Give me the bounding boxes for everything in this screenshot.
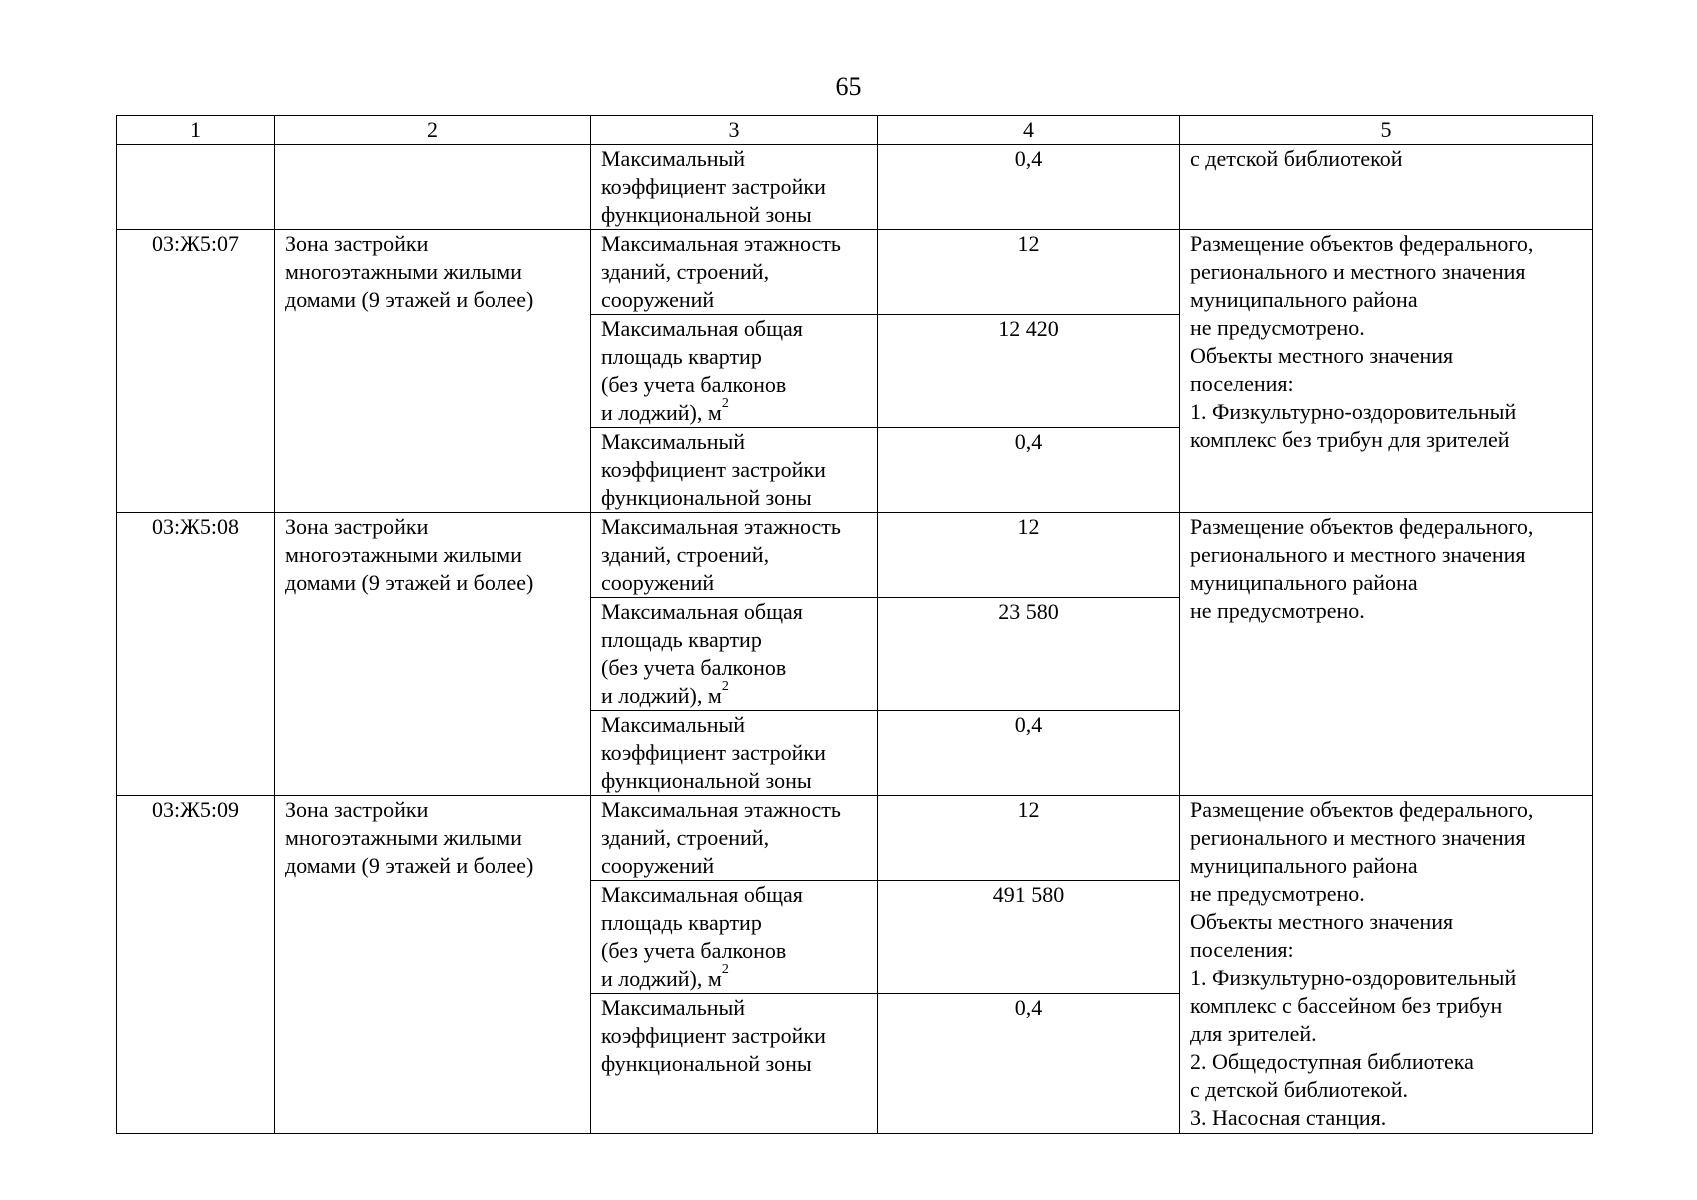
zone-name-line: многоэтажными жилыми <box>285 259 522 284</box>
parameter-name-line: зданий, строений, <box>601 542 770 567</box>
parameter-name-line: Максимальная этажность <box>601 231 841 256</box>
header-cell: 4 <box>878 116 1180 145</box>
note-line: для зрителей. <box>1190 1021 1317 1046</box>
parameter-name-line: Максимальная общая <box>601 599 803 624</box>
note-line: регионального и местного значения <box>1190 259 1526 284</box>
header-cell: 1 <box>117 116 275 145</box>
parameter-name-line: сооружений <box>601 287 715 312</box>
zone-note-cell <box>1180 230 1593 513</box>
zone-name-line: Зона застройки <box>285 514 429 539</box>
zone-row <box>117 796 1593 881</box>
zone-name-cell <box>275 230 591 513</box>
note-line: муниципального района <box>1190 287 1418 312</box>
parameter-name-cell <box>591 881 878 994</box>
zone-name-line: Зона застройки <box>285 797 429 822</box>
zone-name-line: Зона застройки <box>285 231 429 256</box>
zone-name-line: многоэтажными жилыми <box>285 542 522 567</box>
note-line: комплекс без трибун для зрителей <box>1190 427 1510 452</box>
note-line: 1. Физкультурно-оздоровительный <box>1190 399 1517 424</box>
zone-row <box>117 513 1593 598</box>
parameter-name-line: функциональной зоны <box>601 768 812 793</box>
parameter-name-cell <box>591 230 878 315</box>
parameter-name-line: Максимальный <box>601 712 746 737</box>
note-line: комплекс с бассейном без трибун <box>1190 993 1503 1018</box>
parameter-name-cell <box>591 315 878 428</box>
note-line: 2. Общедоступная библиотека <box>1190 1049 1474 1074</box>
parameter-name-line: функциональной зоны <box>601 485 812 510</box>
parameter-value-cell: 0,4 <box>878 711 1180 796</box>
zone-code-cell: 03:Ж5:07 <box>117 230 275 513</box>
zone-name-cell <box>275 796 591 1134</box>
note-line: поселения: <box>1190 371 1294 396</box>
parameter-name-line: коэффициент застройки <box>601 1023 826 1048</box>
parameter-name-line: и лоджий), м <box>601 966 722 991</box>
note-line: не предусмотрено. <box>1190 598 1365 623</box>
zone-code-cell: 03:Ж5:09 <box>117 796 275 1134</box>
parameter-value-cell: 0,4 <box>878 428 1180 513</box>
parameter-name-line: Максимальная общая <box>601 316 803 341</box>
note-line: муниципального района <box>1190 570 1418 595</box>
zone-name-line: домами (9 этажей и более) <box>285 287 534 312</box>
zone-code-cell <box>117 145 275 230</box>
parameter-name-line <box>601 396 867 427</box>
parameter-name-line: коэффициент застройки <box>601 740 826 765</box>
note-line: Размещение объектов федерального, <box>1190 514 1534 539</box>
parameter-name-line: зданий, строений, <box>601 825 770 850</box>
parameter-name-line: функциональной зоны <box>601 202 812 227</box>
parameter-value-cell: 12 <box>878 796 1180 881</box>
parameter-value-cell: 12 420 <box>878 315 1180 428</box>
zone-note-cell <box>1180 513 1593 796</box>
note-line: Объекты местного значения <box>1190 909 1454 934</box>
parameter-value-cell: 12 <box>878 513 1180 598</box>
parameter-name-line <box>601 962 867 993</box>
header-cell: 5 <box>1180 116 1593 145</box>
zone-name-line: домами (9 этажей и более) <box>285 853 534 878</box>
parameter-name-cell <box>591 598 878 711</box>
parameter-name-cell <box>591 428 878 513</box>
parameter-name-line: площадь квартир <box>601 910 762 935</box>
parameter-name-line: площадь квартир <box>601 344 762 369</box>
zone-note-cell <box>1180 145 1593 230</box>
note-line: не предусмотрено. <box>1190 315 1365 340</box>
note-line: не предусмотрено. <box>1190 881 1365 906</box>
zone-name-line: многоэтажными жилыми <box>285 825 522 850</box>
parameter-name-line: и лоджий), м <box>601 683 722 708</box>
parameter-name-line: Максимальный <box>601 995 746 1020</box>
unit-superscript: 2 <box>721 679 729 694</box>
note-line: 1. Физкультурно-оздоровительный <box>1190 965 1517 990</box>
parameter-name-line: зданий, строений, <box>601 259 770 284</box>
parameter-value-cell: 491 580 <box>878 881 1180 994</box>
parameter-value-cell: 0,4 <box>878 994 1180 1134</box>
parameter-name-line <box>601 679 867 710</box>
note-line: Размещение объектов федерального, <box>1190 231 1534 256</box>
parameter-name-line: Максимальный <box>601 146 746 171</box>
header-cell: 2 <box>275 116 591 145</box>
unit-superscript: 2 <box>721 396 729 411</box>
zone-name-cell <box>275 145 591 230</box>
note-line: муниципального района <box>1190 853 1418 878</box>
zone-code-cell: 03:Ж5:08 <box>117 513 275 796</box>
parameter-name-line: площадь квартир <box>601 627 762 652</box>
parameter-name-line: коэффициент застройки <box>601 174 826 199</box>
parameter-name-cell <box>591 994 878 1134</box>
parameter-value-cell: 12 <box>878 230 1180 315</box>
note-line: регионального и местного значения <box>1190 825 1526 850</box>
parameter-name-line: коэффициент застройки <box>601 457 826 482</box>
zone-name-cell <box>275 513 591 796</box>
note-line: Размещение объектов федерального, <box>1190 797 1534 822</box>
note-line: регионального и местного значения <box>1190 542 1526 567</box>
parameter-name-cell <box>591 513 878 598</box>
parameter-name-line: Максимальная общая <box>601 882 803 907</box>
zones-table <box>116 115 1593 1134</box>
parameter-name-line: (без учета балконов <box>601 655 787 680</box>
unit-superscript: 2 <box>721 962 729 977</box>
note-line: Объекты местного значения <box>1190 343 1454 368</box>
zone-row <box>117 230 1593 315</box>
parameter-name-line: и лоджий), м <box>601 400 722 425</box>
note-line: с детской библиотекой <box>1190 146 1403 171</box>
page-number: 65 <box>835 72 862 101</box>
parameter-name-line: Максимальный <box>601 429 746 454</box>
continuation-row <box>117 145 1593 230</box>
parameter-name-cell <box>591 145 878 230</box>
zone-name-line: домами (9 этажей и более) <box>285 570 534 595</box>
note-line: 3. Насосная станция. <box>1190 1105 1387 1130</box>
note-line: поселения: <box>1190 937 1294 962</box>
parameter-name-cell <box>591 796 878 881</box>
zone-note-cell <box>1180 796 1593 1134</box>
parameter-name-line: Максимальная этажность <box>601 514 841 539</box>
header-cell: 3 <box>591 116 878 145</box>
parameter-value-cell: 23 580 <box>878 598 1180 711</box>
parameter-name-line: (без учета балконов <box>601 938 787 963</box>
header-row <box>117 116 1593 145</box>
parameter-name-line: Максимальная этажность <box>601 797 841 822</box>
note-line: с детской библиотекой. <box>1190 1077 1409 1102</box>
parameter-value-cell: 0,4 <box>878 145 1180 230</box>
parameter-name-line: сооружений <box>601 570 715 595</box>
parameter-name-line: сооружений <box>601 853 715 878</box>
parameter-name-cell <box>591 711 878 796</box>
parameter-name-line: (без учета балконов <box>601 372 787 397</box>
parameter-name-line: функциональной зоны <box>601 1051 812 1076</box>
